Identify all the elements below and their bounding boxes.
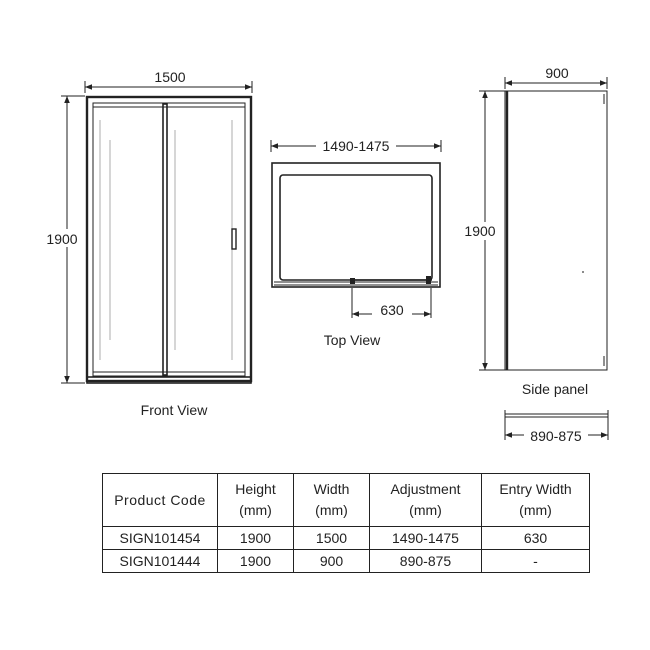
header-entry-width: Entry Width (mm) — [482, 474, 590, 527]
door-handle-icon — [232, 229, 236, 249]
product-spec-table — [102, 473, 590, 573]
table-row — [103, 527, 590, 550]
front-view — [42, 69, 252, 418]
front-view-caption: Front View — [140, 402, 208, 418]
side-height-label: 1900 — [464, 223, 496, 239]
side-panel-outline — [505, 91, 607, 370]
top-view-caption: Top View — [323, 332, 381, 348]
top-view — [271, 137, 441, 348]
side-panel-view — [462, 65, 608, 445]
cell-product-code: SIGN101454 — [103, 527, 218, 550]
cell-height: 1900 — [218, 527, 294, 550]
cell-adjustment: 1490-1475 — [370, 527, 482, 550]
header-adjustment: Adjustment (mm) — [370, 474, 482, 527]
cell-width: 900 — [294, 550, 370, 573]
top-tray-outline — [272, 163, 440, 287]
door-overlap-profile — [163, 104, 167, 375]
side-panel-caption: Side panel — [521, 381, 589, 397]
cell-entry-width: 630 — [482, 527, 590, 550]
side-adjust-label: 890-875 — [530, 428, 582, 444]
front-width-label: 1500 — [154, 69, 186, 85]
header-product-code: Product Code — [103, 474, 218, 527]
table-row — [103, 550, 590, 573]
cell-adjustment: 890-875 — [370, 550, 482, 573]
front-height-label: 1900 — [46, 231, 78, 247]
cell-height: 1900 — [218, 550, 294, 573]
header-width: Width (mm) — [294, 474, 370, 527]
cell-entry-width: - — [482, 550, 590, 573]
header-height: Height (mm) — [218, 474, 294, 527]
top-width-label: 1490-1475 — [322, 138, 390, 154]
table-header-row — [103, 474, 590, 527]
entry-width-label: 630 — [380, 302, 404, 318]
cell-width: 1500 — [294, 527, 370, 550]
cell-product-code: SIGN101444 — [103, 550, 218, 573]
front-outer-frame — [87, 97, 251, 381]
side-width-label: 900 — [545, 65, 569, 81]
